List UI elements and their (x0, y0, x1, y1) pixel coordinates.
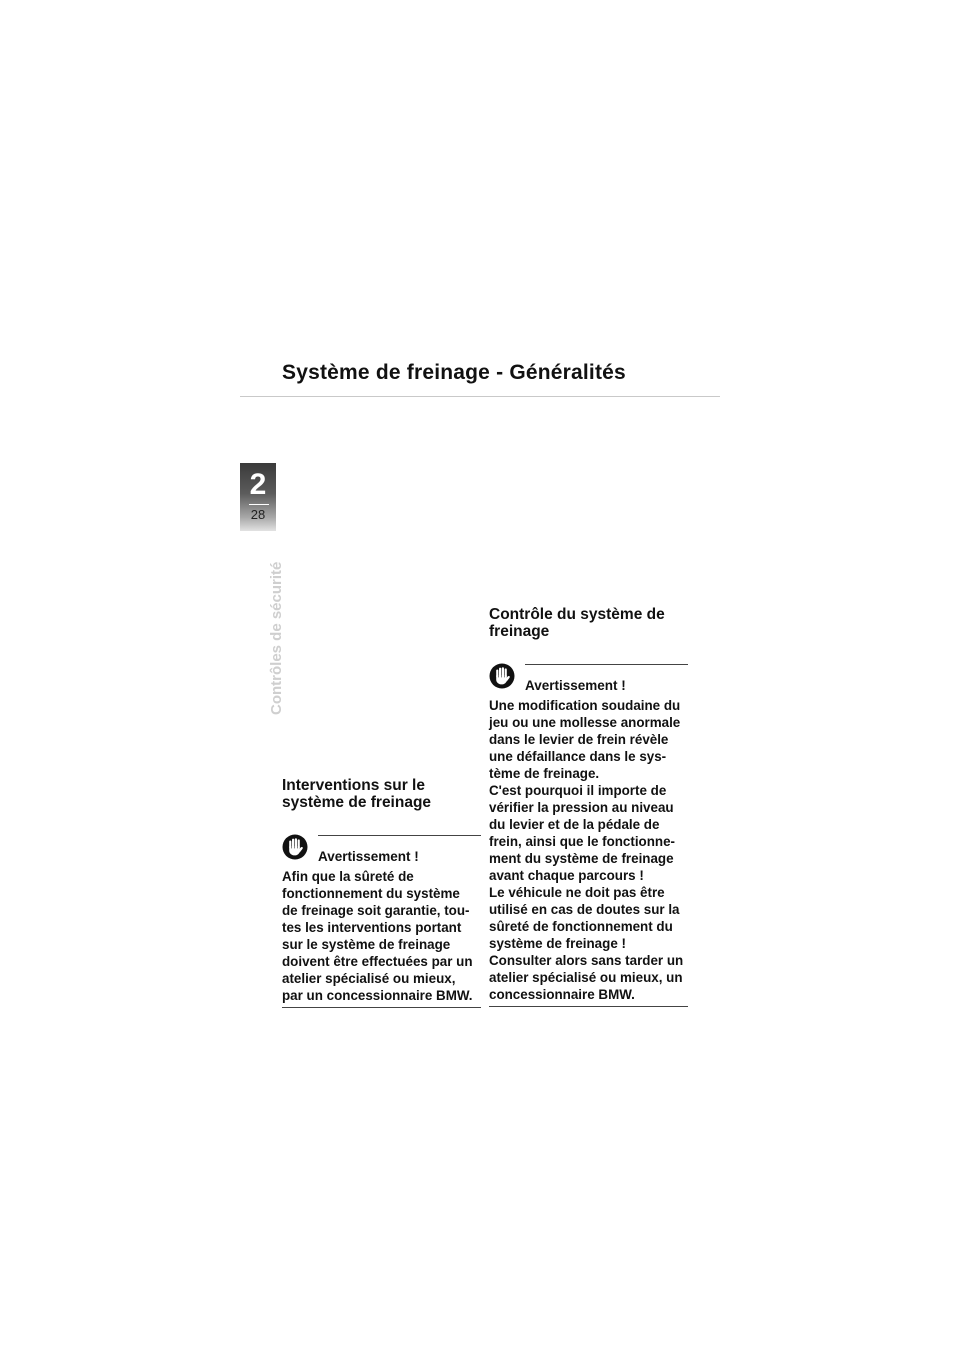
page-number: 28 (250, 507, 266, 522)
chapter-side-label: Contrôles de sécurité (268, 561, 285, 715)
section-brake-interventions (282, 777, 481, 1008)
body-line: frein, ainsi que le fonctionne- (489, 834, 675, 849)
body-line: Afin que la sûreté de (282, 869, 414, 884)
body-line: système de freinage ! (489, 936, 626, 951)
body-line: une défaillance dans le sys- (489, 749, 667, 764)
body-line: Consulter alors sans tarder un (489, 953, 684, 968)
title-divider (240, 396, 720, 397)
body-line: sur le système de freinage (282, 937, 451, 952)
body-line: atelier spécialisé ou mieux, (282, 971, 456, 986)
heading-line: système de freinage (282, 794, 432, 811)
heading-line: Contrôle du système de (489, 606, 665, 623)
page-title: Système de freinage - Généralités (282, 361, 626, 384)
section-heading (489, 606, 688, 640)
stop-hand-icon (282, 834, 308, 860)
body-line: C'est pourquoi il importe de (489, 783, 667, 798)
body-line: Une modification soudaine du (489, 698, 681, 713)
body-line: sûreté de fonctionnement du (489, 919, 673, 934)
body-line: vérifier la pression au niveau (489, 800, 674, 815)
warning-title: Avertissement ! (318, 849, 419, 864)
body-line: tes les interventions portant (282, 920, 462, 935)
body-line: concessionnaire BMW. (489, 987, 635, 1002)
warning-header (282, 834, 481, 866)
section-brake-system-check (489, 606, 688, 1007)
warning-header (489, 663, 688, 695)
body-line: dans le levier de frein révèle (489, 732, 669, 747)
body-line: Le véhicule ne doit pas être (489, 885, 665, 900)
body-line: doivent être effectuées par un (282, 954, 473, 969)
warning-rule (525, 664, 688, 665)
chapter-number: 2 (249, 468, 267, 501)
warning-body (282, 868, 481, 1008)
body-line: de freinage soit garantie, tou- (282, 903, 470, 918)
heading-line: freinage (489, 623, 550, 640)
stop-hand-icon (489, 663, 515, 689)
body-line: du levier et de la pédale de (489, 817, 660, 832)
body-line: utilisé en cas de doutes sur la (489, 902, 680, 917)
warning-rule (318, 835, 481, 836)
body-line: fonctionnement du système (282, 886, 460, 901)
body-line: jeu ou une mollesse anormale (489, 715, 681, 730)
body-line: tème de freinage. (489, 766, 600, 781)
body-line: avant chaque parcours ! (489, 868, 644, 883)
body-line: ment du système de freinage (489, 851, 674, 866)
warning-body (489, 697, 688, 1007)
body-line: par un concessionnaire BMW. (282, 988, 473, 1003)
warning-title: Avertissement ! (525, 678, 626, 693)
chapter-tab (240, 463, 276, 531)
section-heading (282, 777, 481, 811)
heading-line: Interventions sur le (282, 777, 425, 794)
chapter-number-underline (249, 504, 269, 505)
body-line: atelier spécialisé ou mieux, un (489, 970, 683, 985)
